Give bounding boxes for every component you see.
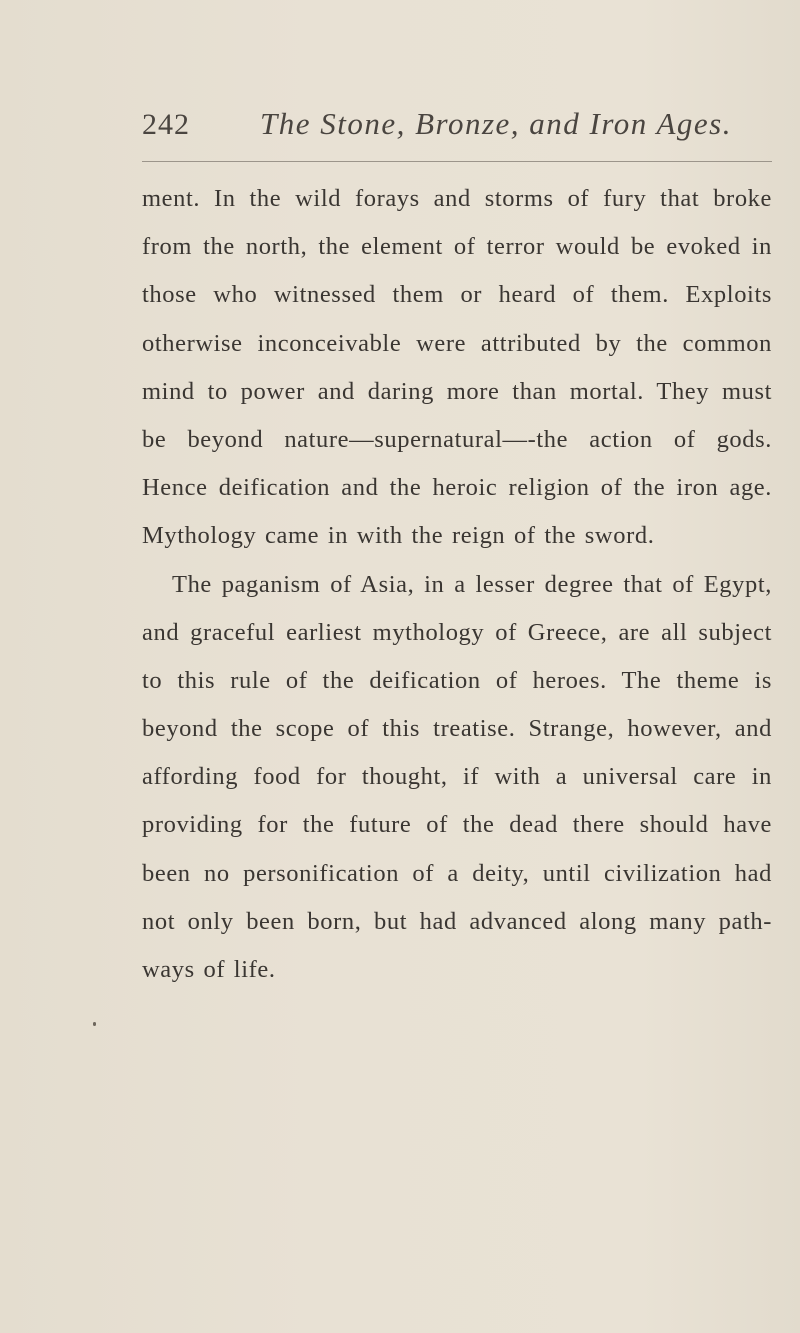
- text-line: been no personification of a deity, until civilization had: [142, 859, 772, 887]
- page-number: 242: [142, 108, 190, 141]
- body-text: [142, 175, 772, 994]
- text-line: not only been born, but had advanced along many path-: [142, 907, 772, 935]
- text-line: be beyond nature—supernatural—-the action of gods.: [142, 425, 772, 453]
- header-rule: [142, 161, 772, 162]
- text-line: providing for the future of the dead there should have: [142, 811, 772, 839]
- text-line: The paganism of Asia, in a lesser degree that of Egypt,: [172, 570, 772, 598]
- text-line: ways of life.: [142, 956, 276, 983]
- running-title: The Stone, Bronze, and Iron Ages.: [260, 106, 732, 141]
- text-line: Hence deification and the heroic religion of the iron age.: [142, 474, 772, 502]
- text-line: mind to power and daring more than mortal. They must: [142, 377, 772, 405]
- text-line: affording food for thought, if with a universal care in: [142, 763, 772, 791]
- paper-speck: [93, 1022, 96, 1026]
- text-line: beyond the scope of this treatise. Strange, however, and: [142, 715, 772, 743]
- text-line: otherwise inconceivable were attributed by the common: [142, 329, 772, 357]
- text-line: to this rule of the deification of heroes. The theme is: [142, 666, 772, 694]
- text-line: Mythology came in with the reign of the sword.: [142, 522, 655, 550]
- text-line: from the north, the element of terror would be evoked in: [142, 233, 772, 261]
- text-line: those who witnessed them or heard of them. Exploits: [142, 281, 772, 309]
- running-head: [142, 108, 772, 148]
- text-line: and graceful earliest mythology of Greece, are all subject: [142, 618, 772, 646]
- text-line: ment. In the wild forays and storms of fury that broke: [142, 185, 772, 212]
